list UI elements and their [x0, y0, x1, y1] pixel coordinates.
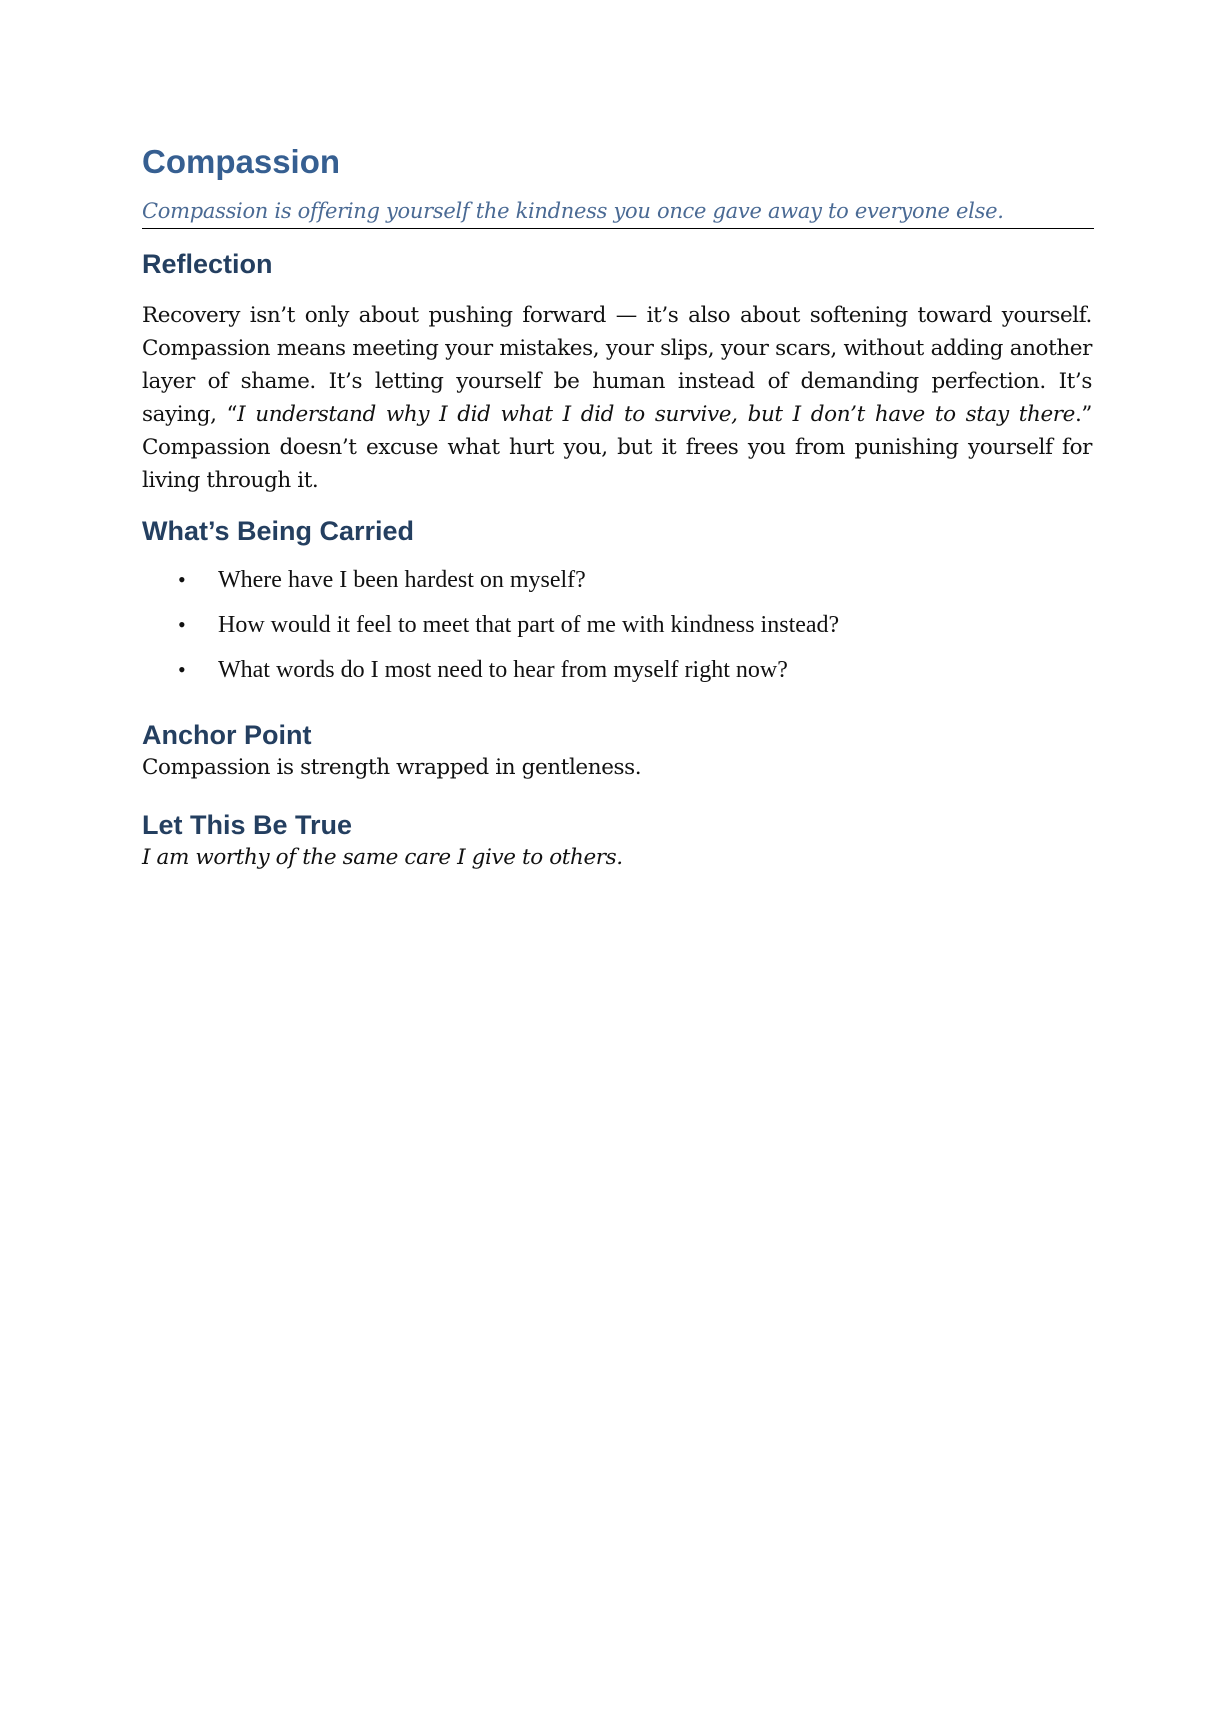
anchor-heading: Anchor Point [142, 720, 312, 750]
question-list [142, 565, 1094, 685]
question-text: What words do I most need to hear from myself right now? [218, 657, 788, 683]
question-text: How would it feel to meet that part of me with kindness instead? [218, 612, 840, 638]
document-page [142, 140, 1094, 873]
list-item [142, 565, 1094, 595]
bullet-icon: • [178, 612, 186, 637]
affirmation-text: I am worthy of the same care I give to others. [142, 845, 623, 870]
tagline: Compassion is offering yourself the kindness you once gave away to everyone else. [142, 196, 1094, 229]
reflection-text-part2: .” Compassion doesn’t excuse what hurt you, but it frees you from punishing yourself for living through it. [142, 402, 1092, 493]
bullet-icon: • [178, 657, 186, 682]
reflection-quote: I understand why I did what I did to survive, but I don’t have to stay there [237, 402, 1075, 427]
bullet-icon: • [178, 567, 186, 592]
carried-heading: What’s Being Carried [142, 516, 415, 546]
list-item [142, 610, 1094, 640]
reflection-text [142, 299, 1092, 497]
reflection-text-part1: Recovery isn’t only about pushing forward — it’s also about softening toward yourself. Compassion means meeting your mistakes, your slips, your scars, without adding another layer of shame. It’s letting yourself be human instead of demanding perfection. It’s saying, “ [142, 303, 1092, 427]
anchor-text: Compassion is strength wrapped in gentleness. [142, 755, 642, 780]
question-text: Where have I been hardest on myself? [218, 567, 586, 593]
list-item [142, 655, 1094, 685]
reflection-heading: Reflection [142, 249, 273, 279]
let-this-be-true-heading: Let This Be True [142, 810, 353, 840]
page-title: Compassion [142, 143, 341, 180]
